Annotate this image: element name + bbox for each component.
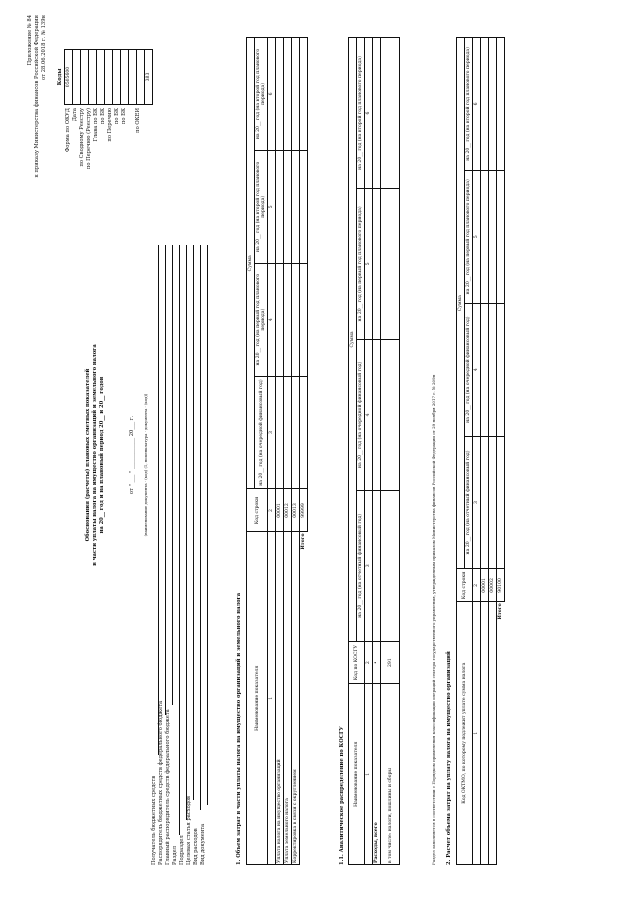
- table-row: Уплата налога на имущество организаций 00001: [276, 38, 284, 865]
- doc-date-line: от " ___ " ____________ 20___ г.: [129, 415, 135, 495]
- table-row: Итого 90100: [497, 38, 505, 865]
- table-row: Итого 99999: [300, 38, 308, 865]
- table-row: Уплата земельного налога 00012: [284, 38, 292, 865]
- annex-label: Приложение № 84: [27, 15, 33, 66]
- table-row: в том числе: налоги, пошлины и сборы 291: [381, 38, 400, 865]
- footnote: Раздел заполняется в соответствии с Порядком применения классификации операций сектора государственного управления, утвержденным приказом Министерства финансов Российской Федерации от 29 ноября 2017 г. № 209н: [431, 374, 436, 865]
- section1-table: Наименование показателя Код строки Сумма на 20__ год (на очередной финансовый год) на 20__ год (на первый год планового периода) на 20__ год (на второй год планового периода) на 20__ год (на второй год планового периода) 1 2 3 4 5 6 Уплата налога на имущество организаций 00001 Уплата земельного налога 00012 Корректировка в связи с округлением 00013 Итого 99999: [246, 37, 308, 865]
- code-okud: 0505600: [65, 50, 73, 105]
- doc-title-line2: в части уплаты налога на имущество организаций и земельного налога: [92, 344, 98, 566]
- section2-table: Код ОКТМО, по которому подлежит уплате сумма налога Код строки Сумма на 20__ год (на отчетный финансовый год) на 20__ год (на очередной финансовый год) на 20__ год (на первый год планового периода) на 20__ год (на второй год планового периода) 1 2 3 4 5 6 00001 00002 Итого 90100: [456, 37, 505, 865]
- section11-table: Наименование показателя Код по КОСГУ Сумма на 20__ год (на отчетный финансовый год) на 20__ год (на очередной финансовый год) на 20__ год (на первый год планового периода) на 20__ год (на второй год планового периода) 1 2 3 4 5 6 Расходы, всего • в том числе: налоги, пошлины и сборы 291: [348, 37, 400, 865]
- table-row: Расходы, всего •: [373, 38, 381, 865]
- section1-title: 1. Объем затрат в части уплаты налога на имущество организаций и земельного налога: [236, 592, 242, 865]
- signature-hint: (наименование документа · (код) (1, номенклатура · документа · (код)): [143, 393, 148, 537]
- code-date: [73, 50, 81, 105]
- annex-order: к приказу Министерства финансов Российской Федерации: [34, 15, 40, 178]
- table-row: 00002: [489, 38, 497, 865]
- annex-date: от 28.06.2018 г. № 139н: [41, 15, 47, 80]
- codes-table: [64, 49, 153, 105]
- document-page: Приложение № 84 к приказу Министерства финансов Российской Федерации от 28.06.2018 г. № 139н Обоснования (расчеты) плановых сметных показателей в части уплаты налога на имущество организаций и земельного налога на 20__ год и на плановый период 20__ и 20__ годов от " ___ " ____________ 20___ г. (наименование документа · (код) (1, номенклатура · документа · (код)) Коды 0505600 383 Форма по ОКУД Дата по Сводному Реестру по Перечню (Реестру) Глава по БК по БК по Перечню по БК по БК по ОКЕИ Получатель бюджетных средств Распорядитель бюджетных средств федерального бюджета Главный распорядитель средств федерального бюджета Раздел Подраздел Целевая статья расходов Вид расходов Вид документа 1. Объем затрат в части уплаты налога на имущество организаций и земельного налога Наименование показателя Код строки Сумма на 20__ год (на очередной финансовый год) на 20__ год (на первый год планового периода) на 20__ год (на второй год планового периода) на 20__ год (на второй год планового периода) 1 2 3 4 5 6 Уплата налога на имущество организаций 00001 Уплата земельного налога 00012 Корректировка в связи с округлением 00013 Итого 99999 1.1. Аналитическое распределение по КОСГУ Наименование показателя Код по КОСГУ Сумма на 20__ год (на отчетный финансовый год) на 20__ год (на очередной финансовый год) на 20__ год (на первый год планового периода) на 20__ год (на второй год планового периода) 1 2 3 4 5 6 Расходы, всего • в том числе: налоги, пошлины и сборы 291 Раздел заполняется в соответствии с Порядком применения классификации операций сектора государственного управления, утвержденным приказом Министерства финансов Российской Федерации от 29 ноября 2017 г. № 209н 2. Расчет объема затрат на уплату налога на имущество организаций Код ОКТМО, по которому подлежит уплате сумма налога Код строки Сумма на 20__ год (на отчетный финансовый год) на 20__ год (на очередной финансовый год) на 20__ год (на первый год планового периода) на 20__ год (на второй год планового периода) 1 2 3 4 5 6 00001 00002 Итого 90100: [0, 0, 640, 905]
- doc-title-line3: на 20__ год и на плановый период 20__ и 20__ годов: [99, 376, 105, 534]
- codes-header: Коды: [57, 68, 63, 86]
- section11-title: 1.1. Аналитическое распределение по КОСГУ: [339, 726, 345, 865]
- table-row: 00001: [481, 38, 489, 865]
- doc-title-line1: Обоснования (расчеты) плановых сметных показателей: [85, 368, 91, 542]
- table-row: Корректировка в связи с округлением 00013: [292, 38, 300, 865]
- code-okei: 383: [145, 50, 153, 105]
- section2-title: 2. Расчет объема затрат на уплату налога на имущество организаций: [446, 651, 452, 865]
